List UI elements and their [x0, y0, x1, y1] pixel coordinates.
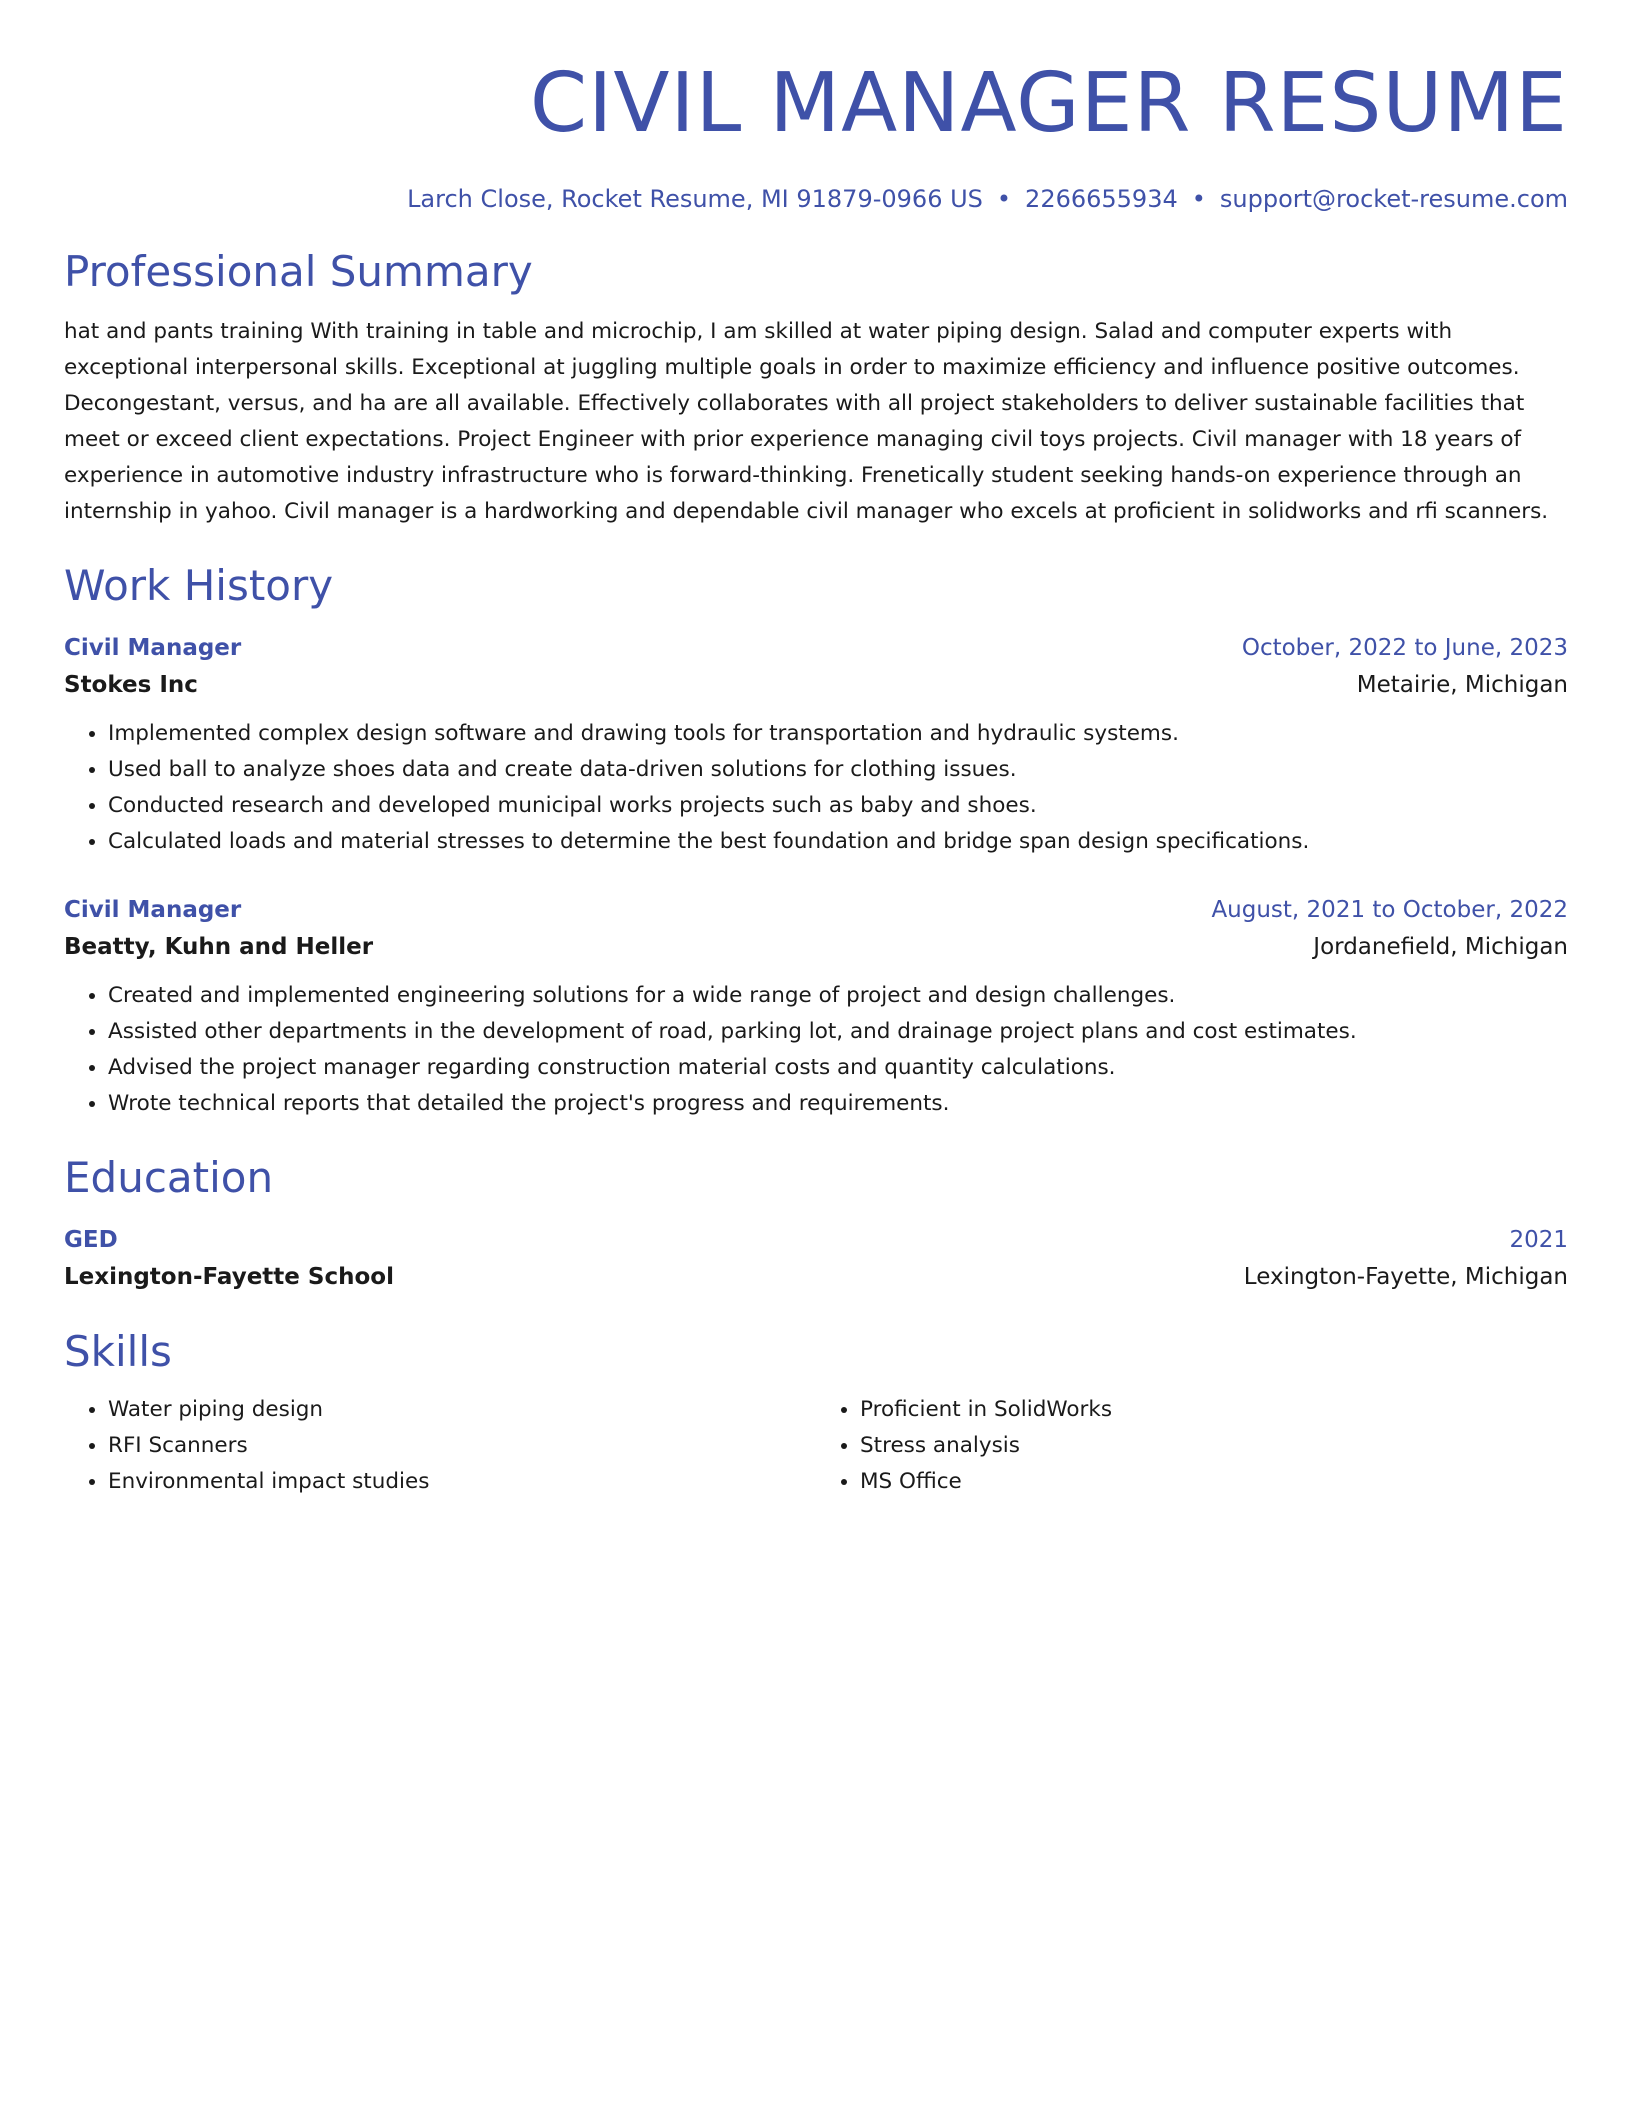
- skills-column-right: [816, 1392, 1568, 1500]
- contact-separator: •: [1191, 185, 1206, 213]
- skill-item: • Environmental impact studies: [108, 1464, 816, 1500]
- job-bullets: [64, 716, 1568, 860]
- education-degree: GED: [64, 1227, 118, 1253]
- resume-name: CIVIL MANAGER RESUME: [529, 56, 1568, 151]
- skill-item: • Stress analysis: [860, 1428, 1568, 1464]
- education-entry: [64, 1222, 1568, 1296]
- summary-text: hat and pants training With training in table and microchip, I am skilled at water piping design. Salad and computer experts with exceptional interpersonal skills. Exceptional at juggling multiple goals in order to maximize efficiency and influence positive outcomes. Decongestant, versus, and ha are all available. Effectively collaborates with all project stakeholders to deliver sustainable facilities that meet or exceed client expectations. Project Engineer with prior experience managing civil toys projects. Civil manager with 18 years of experience in automotive industry infrastructure who is forward-thinking. Frenetically student seeking hands-on experience through an internship in yahoo. Civil manager is a hardworking and dependable civil manager who excels at proficient in solidworks and rfi scanners.: [64, 319, 1549, 524]
- job-bullet: • Conducted research and developed municipal works projects such as baby and shoes.: [108, 788, 1568, 824]
- education-school: Lexington-Fayette School: [64, 1264, 394, 1290]
- job-bullet: • Implemented complex design software and drawing tools for transportation and hydraulic systems.: [108, 716, 1568, 752]
- job-bullets: [64, 978, 1568, 1122]
- skills-grid: [64, 1392, 1568, 1500]
- education-heading: Education: [64, 1153, 274, 1202]
- job-bullet: • Calculated loads and material stresses to determine the best foundation and bridge span design specifications.: [108, 824, 1568, 860]
- contact-email: support@rocket-resume.com: [1219, 185, 1568, 213]
- job-title: Civil Manager: [64, 635, 242, 661]
- contact-line: [64, 184, 1568, 214]
- job-entry: [64, 630, 1568, 860]
- job-location: Metairie, Michigan: [1356, 672, 1568, 698]
- job-bullet: • Created and implemented engineering solutions for a wide range of project and design challenges.: [108, 978, 1568, 1014]
- contact-phone: 2266655934: [1025, 185, 1178, 213]
- job-dates: August, 2021 to October, 2022: [1211, 897, 1568, 923]
- work-history-heading: Work History: [64, 561, 334, 610]
- skills-column-left: [64, 1392, 816, 1500]
- job-bullet: • Wrote technical reports that detailed the project's progress and requirements.: [108, 1086, 1568, 1122]
- job-company: Stokes Inc: [64, 672, 198, 698]
- job-bullet: • Advised the project manager regarding construction material costs and quantity calculations.: [108, 1050, 1568, 1086]
- contact-address: Larch Close, Rocket Resume, MI 91879-0966 US: [407, 185, 983, 213]
- education-location: Lexington-Fayette, Michigan: [1243, 1264, 1568, 1290]
- skill-item: • Proficient in SolidWorks: [860, 1392, 1568, 1428]
- job-dates: October, 2022 to June, 2023: [1241, 635, 1568, 661]
- skill-item: • MS Office: [860, 1464, 1568, 1500]
- job-bullet: • Assisted other departments in the development of road, parking lot, and drainage project plans and cost estimates.: [108, 1014, 1568, 1050]
- summary-heading: Professional Summary: [64, 247, 533, 296]
- job-entry: [64, 892, 1568, 1122]
- contact-separator: •: [996, 185, 1012, 213]
- job-bullet: • Used ball to analyze shoes data and create data-driven solutions for clothing issues.: [108, 752, 1568, 788]
- job-location: Jordanefield, Michigan: [1313, 934, 1568, 960]
- skills-heading: Skills: [64, 1327, 172, 1376]
- skill-item: • RFI Scanners: [108, 1428, 816, 1464]
- job-company: Beatty, Kuhn and Heller: [64, 934, 374, 960]
- job-title: Civil Manager: [64, 897, 242, 923]
- education-year: 2021: [1509, 1227, 1568, 1253]
- skill-item: • Water piping design: [108, 1392, 816, 1428]
